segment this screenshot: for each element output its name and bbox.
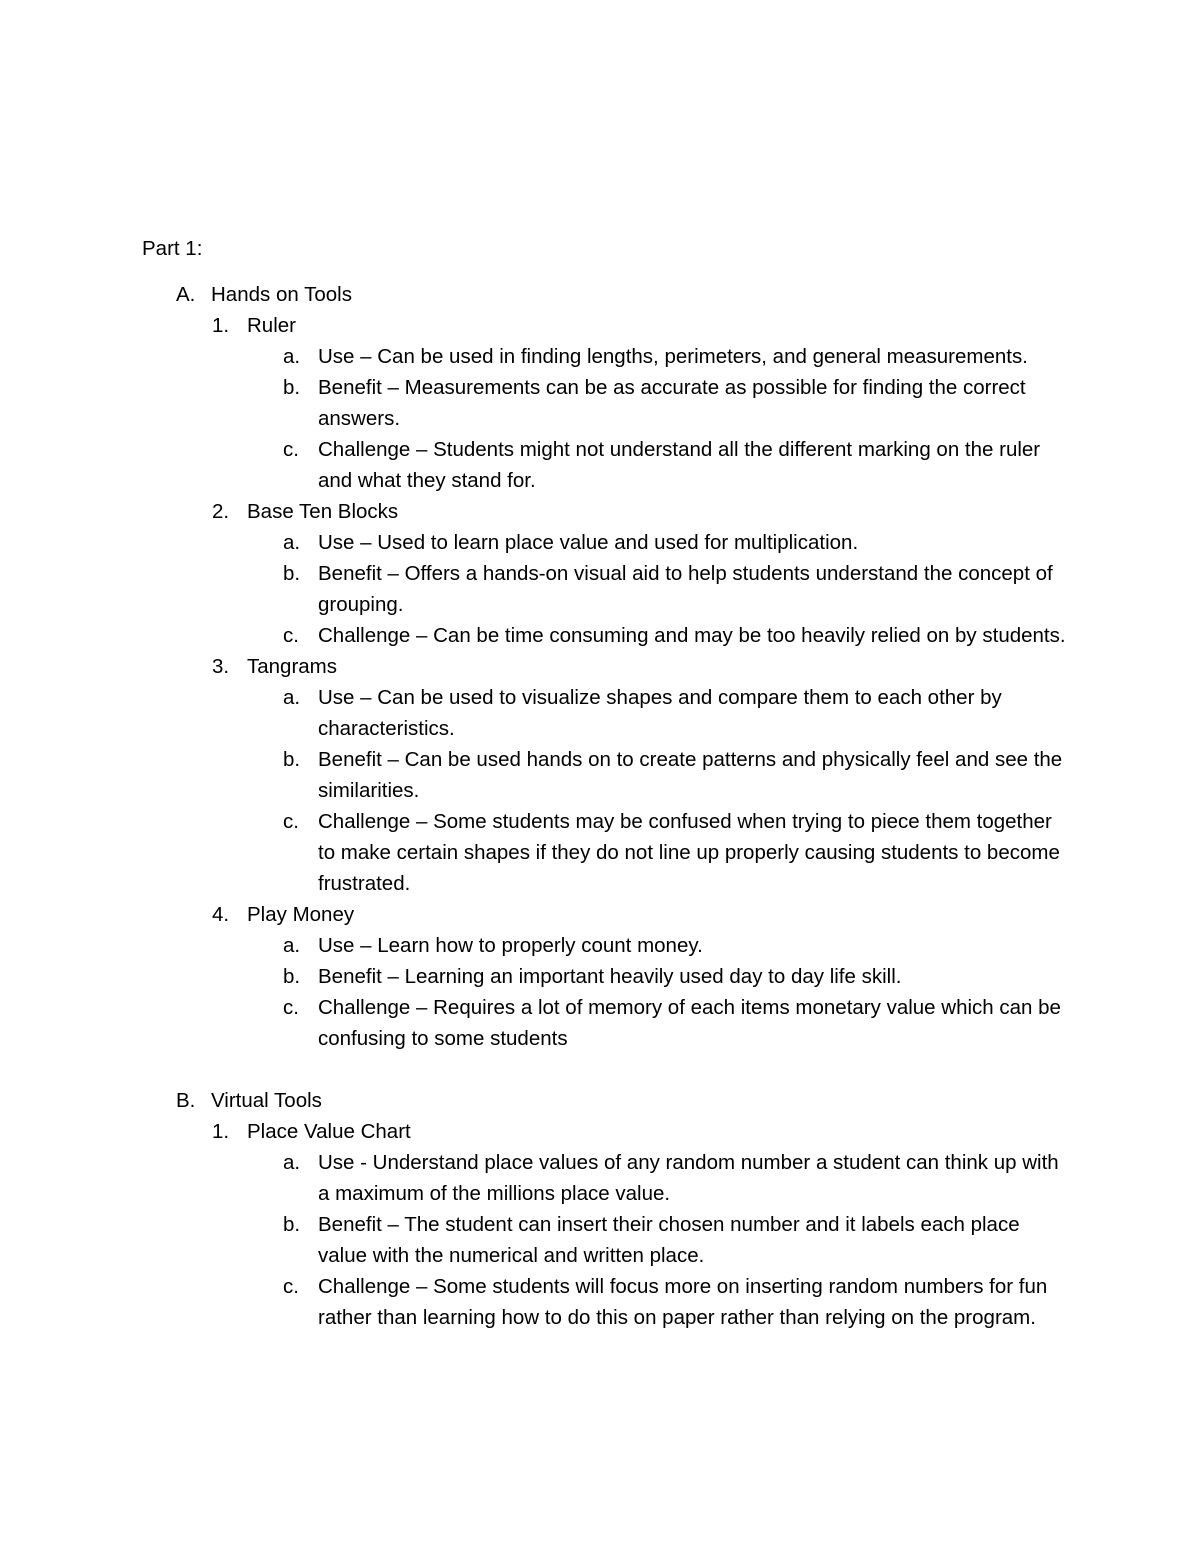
tool-heading-place-value-chart [142, 1116, 1072, 1147]
list-item [142, 744, 1072, 806]
section-virtual-tools [142, 1085, 1072, 1333]
item-marker: c. [283, 1275, 299, 1298]
item-marker: a. [283, 686, 301, 709]
tool-name: Tangrams [247, 655, 338, 678]
item-text: Benefit – The student can insert their chosen number and it labels each place value with the numerical and written place. [318, 1213, 1020, 1267]
tool-marker: 1. [212, 314, 230, 337]
section-heading [142, 279, 1072, 310]
list-item [142, 1271, 1072, 1333]
list-item [142, 992, 1072, 1054]
item-marker: b. [283, 965, 301, 988]
tool-heading-base-ten-blocks [142, 496, 1072, 527]
item-marker: a. [283, 934, 301, 957]
section-marker: A. [176, 283, 196, 306]
tool-name: Base Ten Blocks [247, 500, 399, 523]
section-marker: B. [176, 1089, 196, 1112]
tool-marker: 2. [212, 500, 230, 523]
list-item [142, 1209, 1072, 1271]
tool-name: Place Value Chart [247, 1120, 411, 1143]
item-marker: b. [283, 748, 301, 771]
list-item [142, 930, 1072, 961]
item-text: Benefit – Offers a hands-on visual aid to help students understand the concept of grouping. [318, 562, 1053, 616]
tool-name: Ruler [247, 314, 296, 337]
list-item [142, 620, 1072, 651]
item-marker: c. [283, 624, 299, 647]
item-marker: a. [283, 345, 301, 368]
item-text: Challenge – Some students will focus more on inserting random numbers for fun rather than learning how to do this on paper rather than relying on the program. [318, 1275, 1048, 1329]
list-item [142, 961, 1072, 992]
list-item [142, 341, 1072, 372]
item-marker: c. [283, 996, 299, 1019]
item-text: Use – Learn how to properly count money. [318, 934, 703, 957]
part-title: Part 1: [142, 237, 203, 260]
tool-name: Play Money [247, 903, 355, 926]
item-marker: c. [283, 438, 299, 461]
item-text: Challenge – Can be time consuming and may be too heavily relied on by students. [318, 624, 1066, 647]
item-marker: b. [283, 562, 301, 585]
item-text: Benefit – Measurements can be as accurate as possible for finding the correct answers. [318, 376, 1026, 430]
tool-marker: 3. [212, 655, 230, 678]
item-text: Challenge – Some students may be confused when trying to piece them together to make certain shapes if they do not line up properly causing students to become frustrated. [318, 810, 1060, 895]
list-item [142, 372, 1072, 434]
item-text: Benefit – Can be used hands on to create patterns and physically feel and see the similarities. [318, 748, 1063, 802]
list-item [142, 527, 1072, 558]
section-title: Hands on Tools [211, 283, 352, 306]
item-marker: a. [283, 531, 301, 554]
section-hands-on-tools [142, 279, 1072, 1054]
item-text: Challenge – Students might not understand all the different marking on the ruler and what they stand for. [318, 438, 1041, 492]
section-title: Virtual Tools [211, 1089, 322, 1112]
item-marker: b. [283, 1213, 301, 1236]
tool-marker: 1. [212, 1120, 230, 1143]
item-text: Use – Can be used in finding lengths, perimeters, and general measurements. [318, 345, 1028, 368]
item-marker: a. [283, 1151, 301, 1174]
item-text: Challenge – Requires a lot of memory of each items monetary value which can be confusing to some students [318, 996, 1061, 1050]
tool-heading-ruler [142, 310, 1072, 341]
section-heading [142, 1085, 1072, 1116]
item-text: Use – Used to learn place value and used for multiplication. [318, 531, 859, 554]
tool-heading-play-money [142, 899, 1072, 930]
item-marker: c. [283, 810, 299, 833]
list-item [142, 682, 1072, 744]
item-marker: b. [283, 376, 301, 399]
item-text: Use – Can be used to visualize shapes and compare them to each other by characteristics. [318, 686, 1002, 740]
list-item [142, 558, 1072, 620]
tool-heading-tangrams [142, 651, 1072, 682]
list-item [142, 1147, 1072, 1209]
document-body [142, 233, 1072, 1333]
list-item [142, 806, 1072, 899]
item-text: Use - Understand place values of any random number a student can think up with a maximum of the millions place value. [318, 1151, 1059, 1205]
list-item [142, 434, 1072, 496]
item-text: Benefit – Learning an important heavily used day to day life skill. [318, 965, 902, 988]
tool-marker: 4. [212, 903, 230, 926]
